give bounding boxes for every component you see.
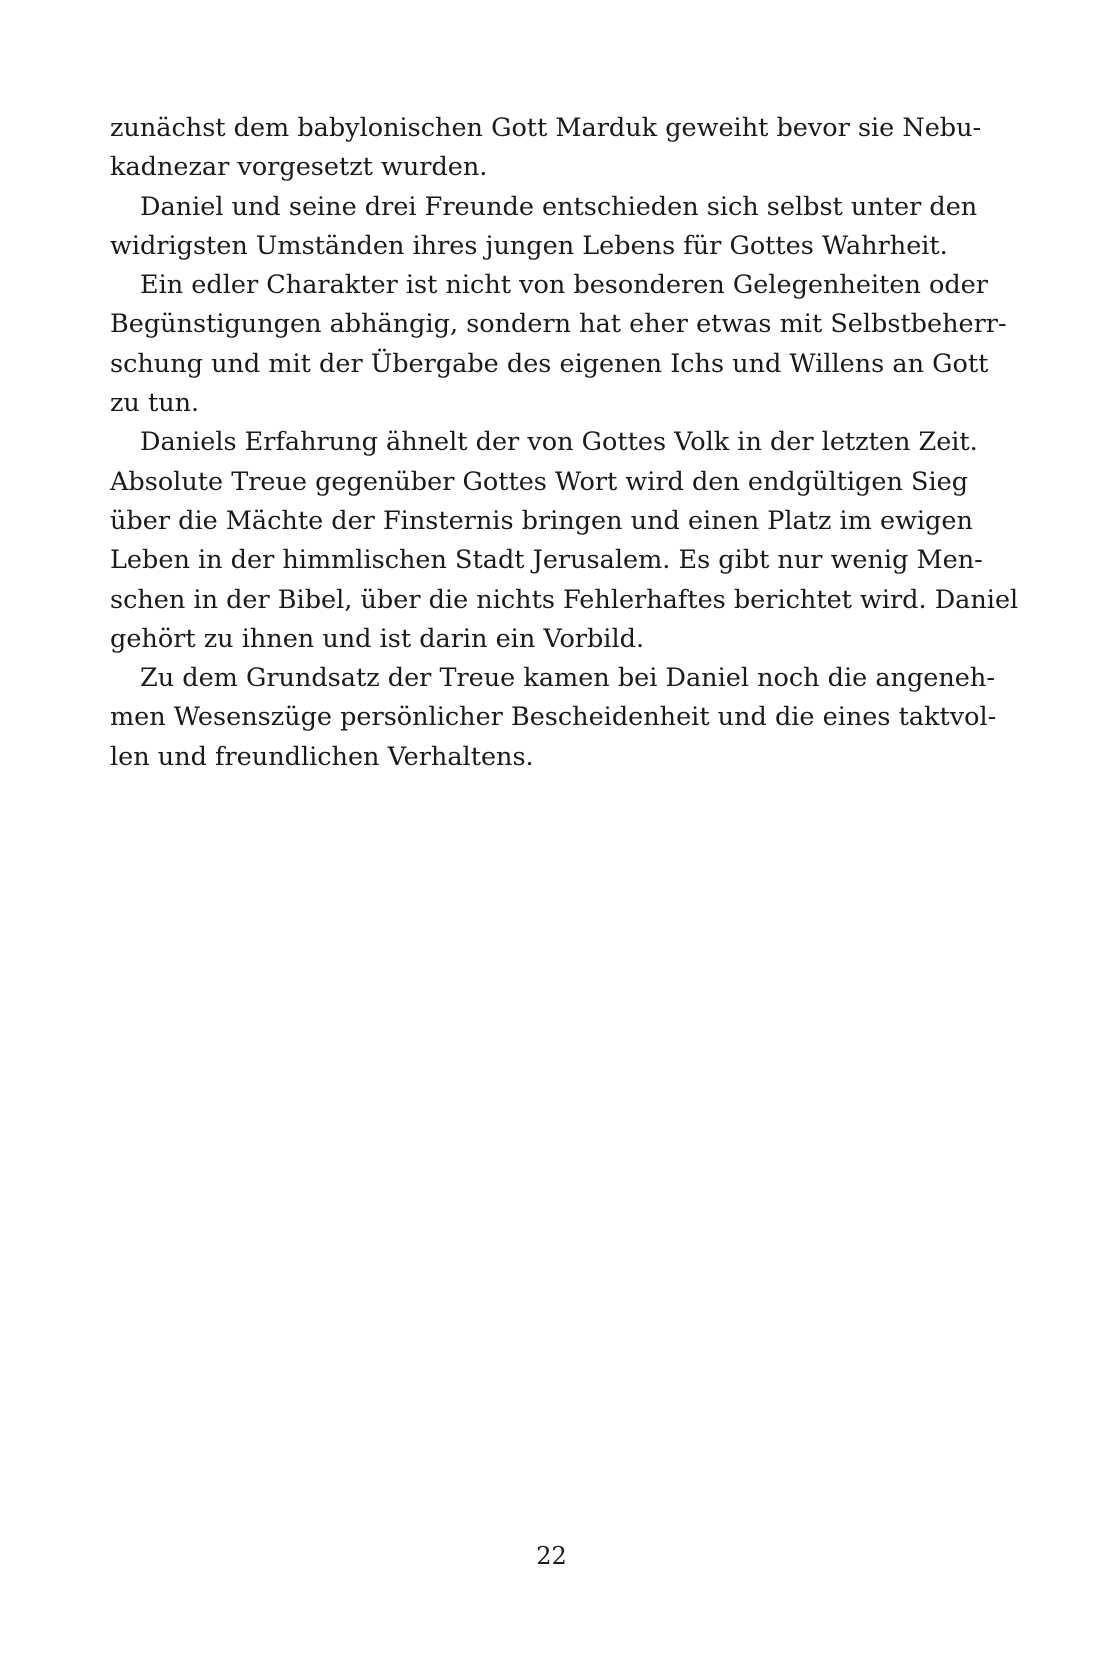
text-line: zunächst dem babylonischen Gott Marduk geweiht bevor sie Nebu- (110, 113, 982, 143)
text-line: kadnezar vorgesetzt wurden. (110, 152, 488, 183)
text-line: Leben in der himmlischen Stadt Jerusalem. Es gibt nur wenig Men- (110, 545, 983, 576)
text-line: schen in der Bibel, über die nichts Fehlerhaftes berichtet wird. Daniel (110, 584, 1019, 615)
text-line: Daniels Erfahrung ähnelt der von Gottes Volk in der letzten Zeit. (140, 427, 978, 458)
text-line: Daniel und seine drei Freunde entschieden sich selbst unter den (140, 191, 978, 222)
text-line: Ein edler Charakter ist nicht von besonderen Gelegenheiten oder (140, 270, 988, 301)
text-line: über die Mächte der Finsternis bringen und einen Platz im ewigen (110, 505, 973, 536)
text-line: Zu dem Grundsatz der Treue kamen bei Daniel noch die angeneh- (140, 663, 995, 694)
text-line: Absolute Treue gegenüber Gottes Wort wird den endgültigen Sieg (110, 466, 969, 497)
page-number: 22 (536, 1542, 567, 1570)
text-line: widrigsten Umständen ihres jungen Lebens für Gottes Wahrheit. (110, 230, 948, 261)
text-line: men Wesenszüge persönlicher Bescheidenheit und die eines taktvol- (110, 702, 997, 733)
text-line: zu tun. (110, 388, 200, 419)
text-line: Begünstigungen abhängig, sondern hat eher etwas mit Selbstbeherr- (110, 309, 1007, 340)
text-line: gehört zu ihnen und ist darin ein Vorbild. (110, 623, 645, 654)
body-text (110, 109, 1019, 777)
text-line: schung und mit der Übergabe des eigenen Ichs und Willens an Gott (110, 348, 989, 379)
text-line: len und freundlichen Verhaltens. (110, 741, 534, 772)
